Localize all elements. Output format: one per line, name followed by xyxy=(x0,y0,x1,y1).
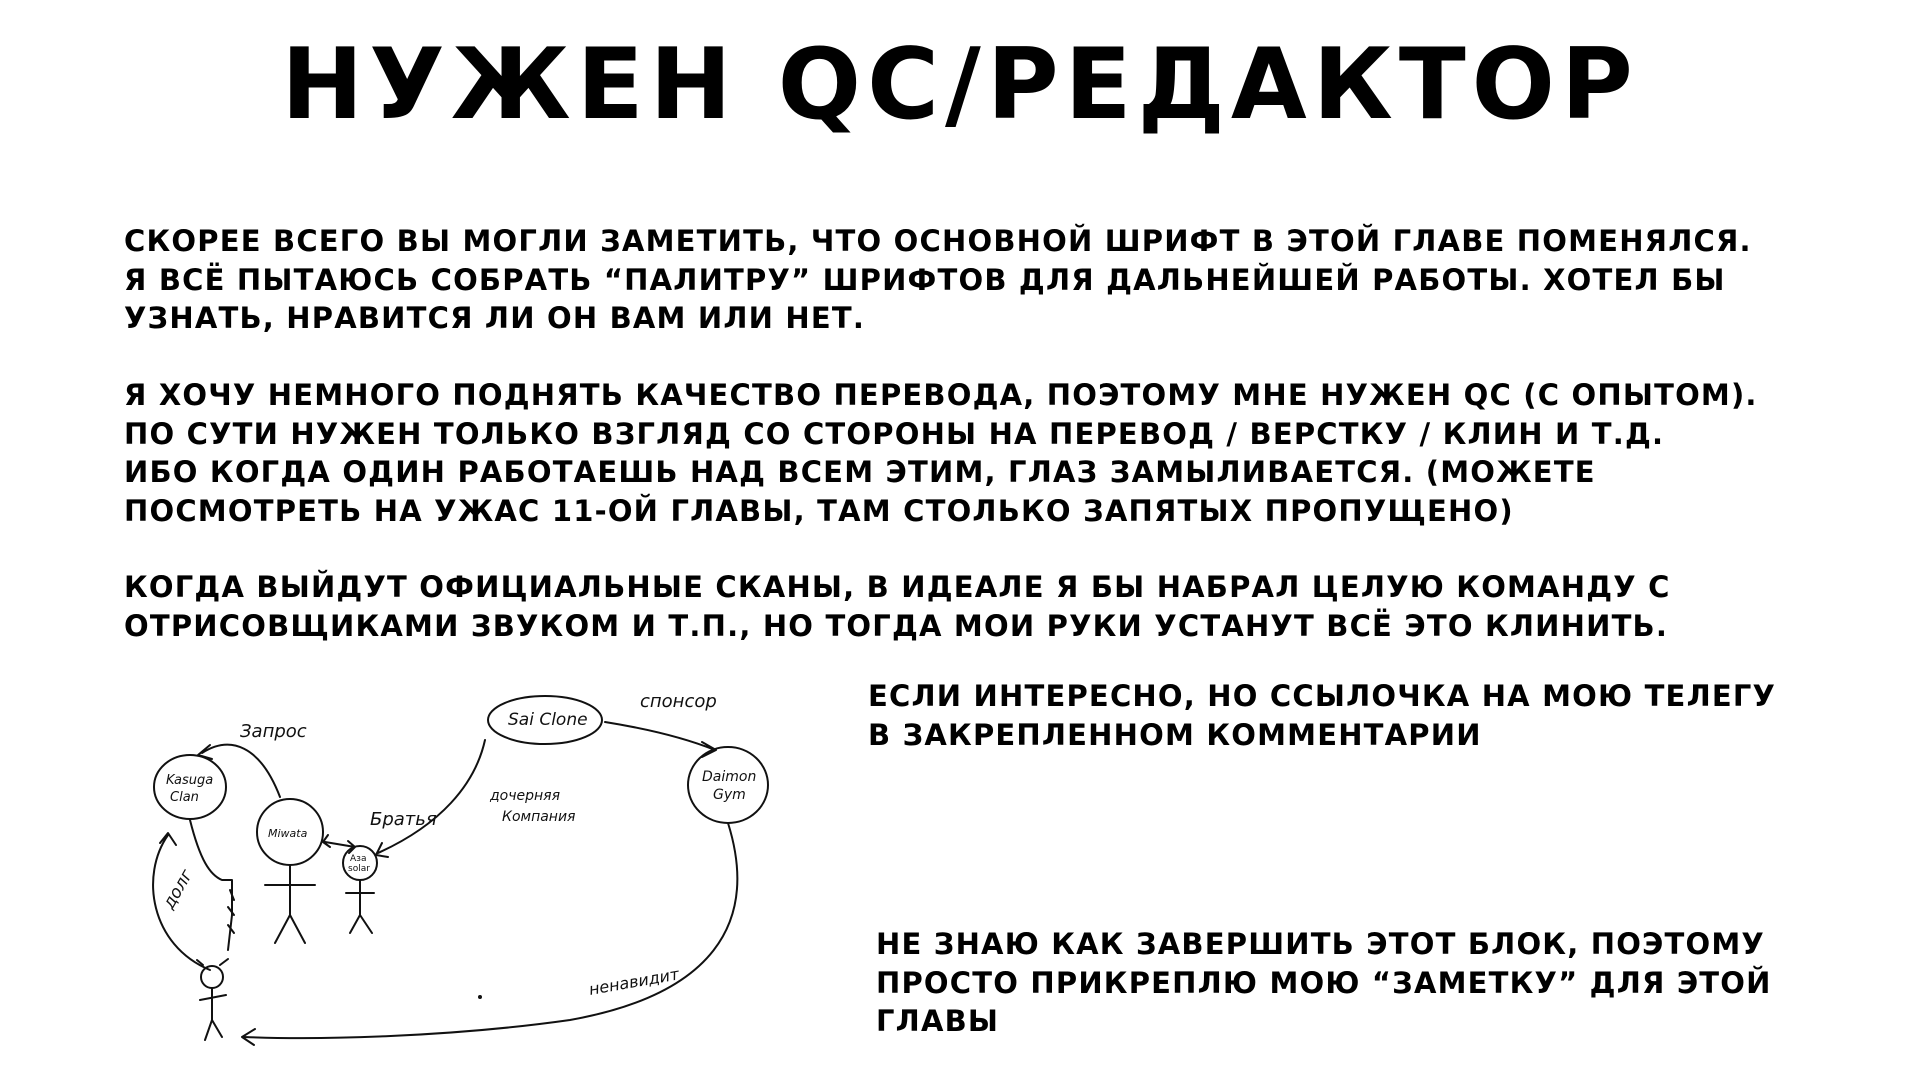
chain xyxy=(190,820,234,950)
paragraph-line: ОТРИСОВЩИКАМИ ЗВУКОМ И Т.П., НО ТОГДА МОИ РУКИ УСТАНУТ ВСЁ ЭТО КЛИНИТЬ. xyxy=(124,608,1669,643)
paragraph-line: Я ХОЧУ НЕМНОГО ПОДНЯТЬ КАЧЕСТВО ПЕРЕВОДА, ПОЭТОМУ МНЕ НУЖЕН QC (С ОПЫТОМ). xyxy=(124,378,1758,412)
paragraph-telegram-link xyxy=(868,677,1776,754)
daimon-label-2: Gym xyxy=(713,787,746,803)
paragraph-font-change xyxy=(124,222,1752,338)
miwata-body xyxy=(265,865,315,943)
sponsor-label: спонсор xyxy=(640,691,717,712)
hanging-figure-head xyxy=(201,966,223,988)
paragraph-line: НЕ ЗНАЮ КАК ЗАВЕРШИТЬ ЭТОТ БЛОК, ПОЭТОМУ xyxy=(876,927,1765,961)
aza-label-1: Аза xyxy=(350,854,367,864)
daimon-gym-node xyxy=(688,747,768,823)
aza-label-2: solar xyxy=(348,864,370,874)
nenavidit-label: ненавидит xyxy=(587,964,681,999)
kasuga-label-2: Clan xyxy=(170,790,199,805)
miwata-label: Miwata xyxy=(268,827,308,840)
paragraph-line: В ЗАКРЕПЛЕННОМ КОММЕНТАРИИ xyxy=(868,717,1482,752)
paragraph-line: УЗНАТЬ, НРАВИТСЯ ЛИ ОН ВАМ ИЛИ НЕТ. xyxy=(124,301,866,335)
paragraph-closing-note xyxy=(876,925,1772,1041)
paragraph-line: ПО СУТИ НУЖЕН ТОЛЬКО ВЗГЛЯД СО СТОРОНЫ НА ПЕРЕВОД / ВЕРСТКУ / КЛИН И Т.Д. xyxy=(124,416,1665,451)
paragraph-line: ГЛАВЫ xyxy=(876,1004,1000,1038)
paragraph-qc-request xyxy=(124,376,1758,530)
aza-body xyxy=(346,880,374,933)
daimon-label-1: Daimon xyxy=(702,769,757,785)
kasuga-label-1: Kasuga xyxy=(166,773,214,788)
dochernyaya-arrow xyxy=(376,740,485,857)
nenavidit-arrow xyxy=(242,823,737,1045)
sponsor-arrow xyxy=(605,722,716,757)
dochernyaya-label-1: дочерняя xyxy=(490,788,561,804)
paragraph-line: ЕСЛИ ИНТЕРЕСНО, НО ССЫЛОЧКА НА МОЮ ТЕЛЕГУ xyxy=(868,679,1777,713)
bratya-label: Братья xyxy=(370,809,437,830)
dolg-label: долг xyxy=(159,866,198,913)
dochernyaya-label-2: Компания xyxy=(502,809,576,825)
paragraph-line: КОГДА ВЫЙДУТ ОФИЦИАЛЬНЫЕ СКАНЫ, В ИДЕАЛЕ Я БЫ НАБРАЛ ЦЕЛУЮ КОМАНДУ С xyxy=(124,570,1671,604)
relationship-sketch xyxy=(150,675,800,1050)
paragraph-line: СКОРЕЕ ВСЕГО ВЫ МОГЛИ ЗАМЕТИТЬ, ЧТО ОСНОВНОЙ ШРИФТ В ЭТОЙ ГЛАВЕ ПОМЕНЯЛСЯ. xyxy=(124,224,1752,258)
zapros-arrow xyxy=(198,745,280,797)
paragraph-line: ИБО КОГДА ОДИН РАБОТАЕШЬ НАД ВСЕМ ЭТИМ, ГЛАЗ ЗАМЫЛИВАЕТСЯ. (МОЖЕТЕ xyxy=(124,455,1596,489)
stray-dot xyxy=(478,995,482,999)
page-title: НУЖЕН QC/РЕДАКТОР xyxy=(281,28,1639,142)
paragraph-line: ПРОСТО ПРИКРЕПЛЮ МОЮ “ЗАМЕТКУ” ДЛЯ ЭТОЙ xyxy=(876,965,1772,1000)
zapros-label: Запрос xyxy=(240,721,307,742)
sai-clone-label: Sai Clone xyxy=(508,710,588,730)
paragraph-official-scans xyxy=(124,568,1671,645)
paragraph-line: ПОСМОТРЕТЬ НА УЖАС 11-ОЙ ГЛАВЫ, ТАМ СТОЛЬКО ЗАПЯТЫХ ПРОПУЩЕНО) xyxy=(124,493,1514,528)
paragraph-line: Я ВСЁ ПЫТАЮСЬ СОБРАТЬ “ПАЛИТРУ” ШРИФТОВ ДЛЯ ДАЛЬНЕЙШЕЙ РАБОТЫ. ХОТЕЛ БЫ xyxy=(124,262,1726,297)
